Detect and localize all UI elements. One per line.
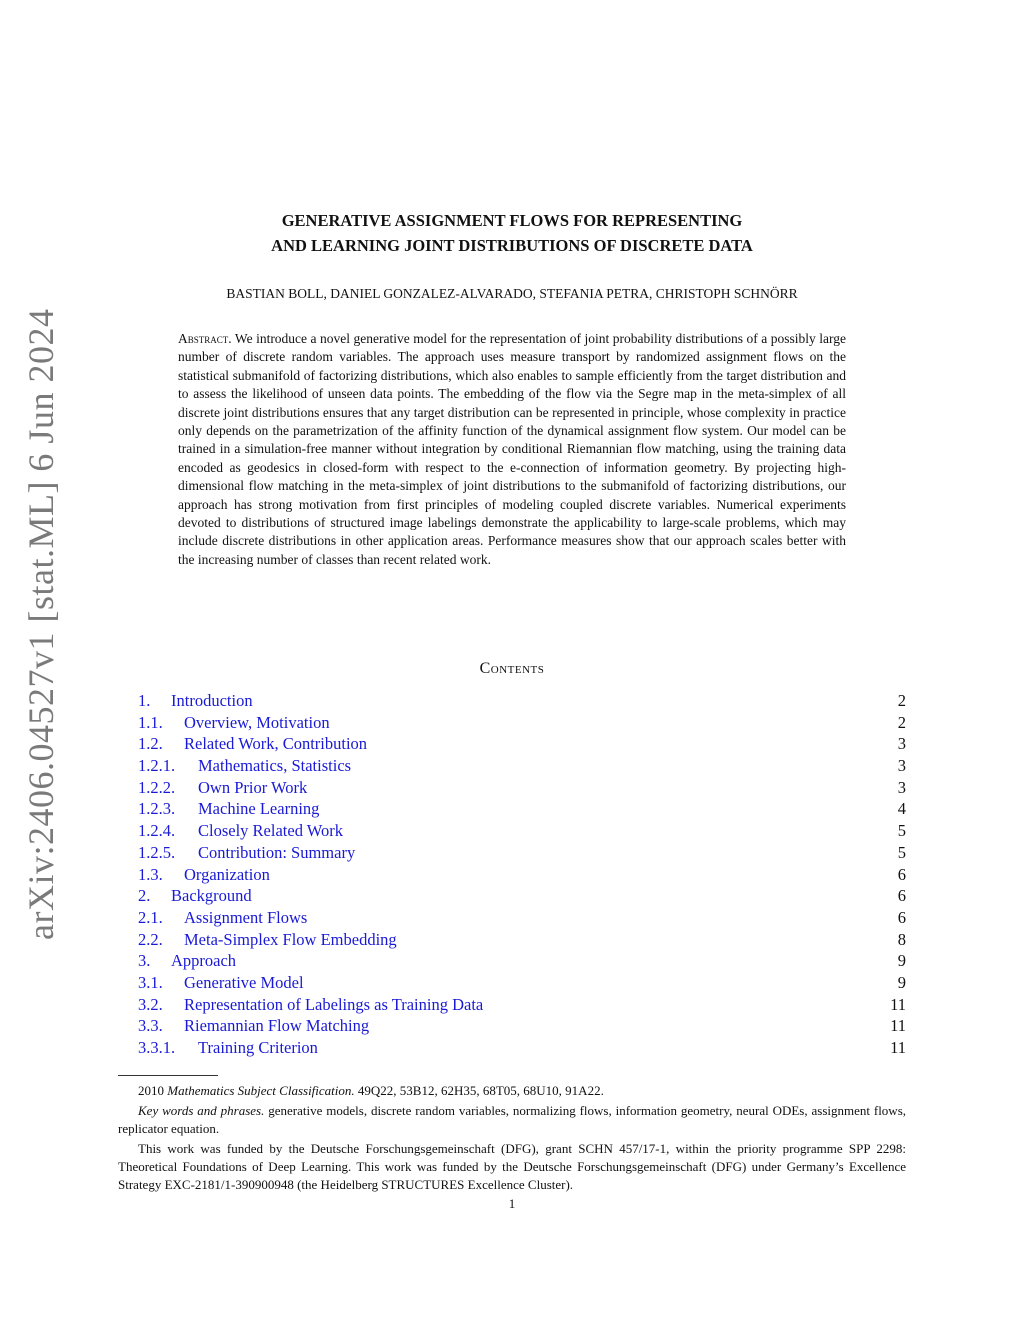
abstract-text: We introduce a novel generative model for the representation of joint probability distributions of a possibly large number of discrete random variables. The approach uses measure transport by randomized assignment flows on the statistical submanifold of factorizing distributions, which also enables to sample efficiently from the target distribution and to assess the likelihood of unseen data points. The embedding of the flow via the Segre map in the meta-simplex of all discrete joint distributions ensures that any target distribution can be represented in principle, whose complexity in practice only depends on the parametrization of the affinity function of the dynamical assignment flow system. Our model can be trained in a simulation-free manner without integration by conditional Riemannian flow matching, using the training data encoded as geodesics in closed-form with respect to the e-connection of information geometry. By projecting high-dimensional flow matching in the meta-simplex of joint distributions to the submanifold of factorizing distributions, our approach has strong motivation from first principles of modeling coupled discrete variables. Numerical experiments devoted to distributions of structured image labelings demonstrate the applicability to large-scale problems, which may include discrete distributions in other application areas. Performance measures show that our approach scales better with the increasing number of classes than recent related work. bbox=[178, 331, 846, 567]
toc-entry-page: 5 bbox=[897, 842, 906, 862]
keywords-label: Key words and phrases. bbox=[138, 1103, 265, 1118]
toc-entry-link[interactable]: Training Criterion bbox=[198, 1038, 318, 1057]
toc-entry-page: 2 bbox=[897, 712, 906, 732]
paper-title bbox=[150, 208, 874, 258]
toc-entry-number[interactable]: 2.2. bbox=[138, 929, 163, 949]
toc-entry[interactable] bbox=[138, 885, 906, 907]
toc-entry-number[interactable]: 2. bbox=[138, 886, 151, 906]
toc-entry-link[interactable]: Overview, Motivation bbox=[184, 712, 330, 732]
toc-entry[interactable] bbox=[138, 842, 906, 864]
toc-entry-link[interactable]: Contribution: Summary bbox=[198, 842, 356, 862]
toc-entry-number[interactable]: 3.3. bbox=[138, 1016, 163, 1036]
toc-entry-page: 6 bbox=[897, 907, 906, 927]
toc-entry-page: 2 bbox=[897, 691, 906, 710]
toc-entry-number[interactable]: 3.1. bbox=[138, 972, 163, 992]
toc-entry[interactable] bbox=[138, 755, 906, 777]
toc-entry[interactable] bbox=[138, 972, 906, 994]
toc-entry-page: 3 bbox=[897, 734, 906, 754]
abstract-label: Abstract. bbox=[178, 331, 232, 346]
title-line-2: AND LEARNING JOINT DISTRIBUTIONS OF DISCRETE DATA bbox=[271, 236, 753, 255]
toc-entry-link[interactable]: Representation of Labelings as Training Data bbox=[184, 994, 484, 1014]
author-list: BASTIAN BOLL, DANIEL GONZALEZ-ALVARADO, STEFANIA PETRA, CHRISTOPH SCHNÖRR bbox=[226, 286, 798, 301]
toc-entry-link[interactable]: Introduction bbox=[171, 691, 253, 710]
toc-entry[interactable] bbox=[138, 907, 906, 929]
toc-entry[interactable] bbox=[138, 820, 906, 842]
toc-entry-link[interactable]: Approach bbox=[171, 951, 237, 971]
toc-entry-number[interactable]: 1.2.4. bbox=[138, 821, 176, 841]
footnotes bbox=[118, 1082, 906, 1194]
toc-entry[interactable] bbox=[138, 1015, 906, 1037]
toc-entry-number[interactable]: 2.1. bbox=[138, 907, 163, 927]
toc-entry-number[interactable]: 1.2.5. bbox=[138, 842, 176, 862]
toc-entry-link[interactable]: Meta-Simplex Flow Embedding bbox=[184, 929, 397, 949]
msc-prefix: 2010 bbox=[138, 1083, 168, 1098]
arxiv-identifier: arXiv:2406.04527v1 [stat.ML] 6 Jun 2024 bbox=[21, 308, 61, 940]
table-of-contents bbox=[138, 690, 906, 1059]
toc-entry[interactable] bbox=[138, 712, 906, 734]
toc-entry-link[interactable]: Assignment Flows bbox=[184, 907, 308, 927]
toc-entry[interactable] bbox=[138, 733, 906, 755]
toc-entry-number[interactable]: 1.2. bbox=[138, 734, 163, 754]
abstract bbox=[178, 330, 846, 569]
funding-footnote: This work was funded by the Deutsche Forschungsgemeinschaft (DFG), grant SCHN 457/17-1, within the priority programme SPP 2298: Theoretical Foundations of Deep Learning. This work was funded by the Deutsche Forschungsgemeinschaft (DFG) under Germany’s Excellence Strategy EXC-2181/1-390900948 (the Heidelberg STRUCTURES Excellence Cluster). bbox=[118, 1141, 906, 1192]
toc-entry-page: 8 bbox=[897, 929, 906, 949]
toc-entry[interactable] bbox=[138, 777, 906, 799]
toc-entry-link[interactable]: Mathematics, Statistics bbox=[198, 756, 352, 776]
toc-entry-link[interactable]: Riemannian Flow Matching bbox=[184, 1016, 370, 1036]
toc-entry-page: 11 bbox=[890, 1038, 906, 1057]
toc-entry-number[interactable]: 1.2.1. bbox=[138, 756, 176, 776]
toc-entry[interactable] bbox=[138, 950, 906, 972]
toc-entry[interactable] bbox=[138, 798, 906, 820]
toc-entry-page: 11 bbox=[890, 1016, 906, 1036]
toc-entry[interactable] bbox=[138, 1037, 906, 1059]
toc-entry-link[interactable]: Generative Model bbox=[184, 972, 304, 992]
toc-entry-number[interactable]: 1.1. bbox=[138, 712, 163, 732]
msc-footnote bbox=[118, 1082, 906, 1100]
toc-entry-page: 5 bbox=[897, 821, 906, 841]
toc-entry-link[interactable]: Own Prior Work bbox=[198, 777, 308, 797]
toc-entry-link[interactable]: Background bbox=[171, 886, 252, 906]
toc-entry-number[interactable]: 1. bbox=[138, 691, 151, 710]
keywords-text: generative models, discrete random variables, normalizing flows, information geometry, neural ODEs, assignment flows, replicator equation. bbox=[118, 1103, 907, 1136]
keywords-footnote bbox=[118, 1102, 906, 1138]
toc-entry-number[interactable]: 3.2. bbox=[138, 994, 163, 1014]
page-number: 1 bbox=[508, 1196, 516, 1211]
toc-entry-link[interactable]: Machine Learning bbox=[198, 799, 320, 819]
msc-codes: 49Q22, 53B12, 62H35, 68T05, 68U10, 91A22. bbox=[357, 1083, 604, 1098]
toc-entry[interactable] bbox=[138, 690, 906, 712]
toc-entry[interactable] bbox=[138, 929, 906, 951]
toc-entry[interactable] bbox=[138, 994, 906, 1016]
toc-entry-page: 6 bbox=[897, 864, 906, 884]
toc-entry-page: 3 bbox=[897, 756, 906, 776]
toc-entry-page: 9 bbox=[897, 972, 906, 992]
contents-heading: Contents bbox=[479, 660, 545, 677]
toc-entry-link[interactable]: Related Work, Contribution bbox=[184, 734, 368, 754]
toc-entry-link[interactable]: Organization bbox=[184, 864, 270, 884]
toc-entry[interactable] bbox=[138, 864, 906, 886]
msc-label: Mathematics Subject Classification. bbox=[167, 1083, 355, 1098]
toc-entry-number[interactable]: 1.2.2. bbox=[138, 777, 176, 797]
toc-entry-number[interactable]: 3. bbox=[138, 951, 151, 971]
footnote-rule bbox=[118, 1075, 218, 1076]
toc-entry-number[interactable]: 3.3.1. bbox=[138, 1038, 176, 1057]
toc-entry-number[interactable]: 1.3. bbox=[138, 864, 163, 884]
toc-entry-page: 6 bbox=[897, 886, 906, 906]
toc-entry-number[interactable]: 1.2.3. bbox=[138, 799, 176, 819]
toc-entry-page: 4 bbox=[897, 799, 906, 819]
toc-entry-page: 3 bbox=[897, 777, 906, 797]
toc-entry-link[interactable]: Closely Related Work bbox=[198, 821, 344, 841]
toc-entry-page: 9 bbox=[897, 951, 906, 971]
title-line-1: GENERATIVE ASSIGNMENT FLOWS FOR REPRESENTING bbox=[281, 211, 743, 230]
toc-entry-page: 11 bbox=[890, 994, 906, 1014]
